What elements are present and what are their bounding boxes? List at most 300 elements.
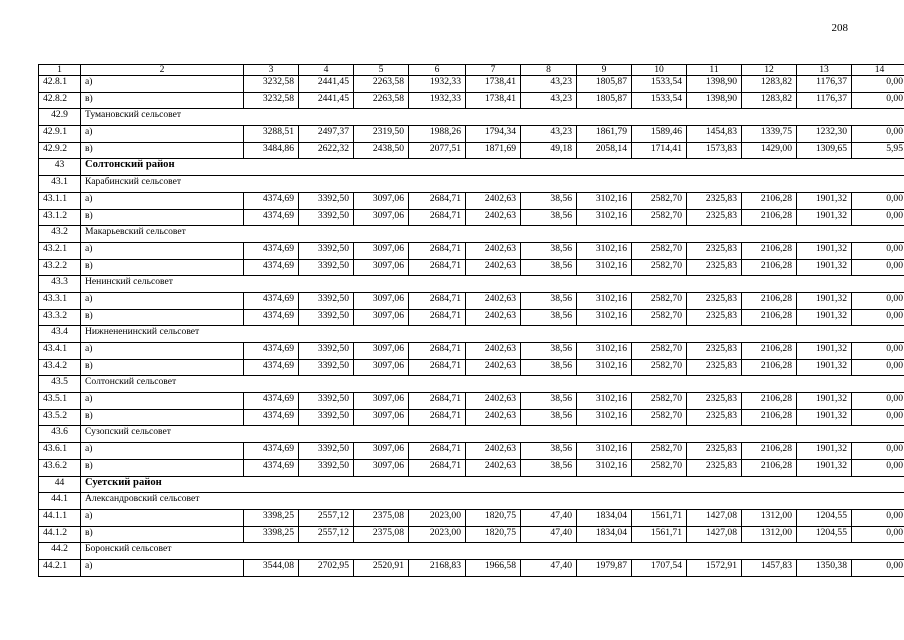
value-cell: 0,00 xyxy=(852,559,904,576)
council-title: Макарьевский сельсовет xyxy=(81,226,904,243)
column-number: 9 xyxy=(577,65,632,76)
row-code: 43.5.1 xyxy=(39,393,81,410)
value-cell: 2325,83 xyxy=(687,409,742,426)
district-header-row xyxy=(39,476,904,493)
value-cell: 3484,86 xyxy=(244,142,299,159)
value-cell: 1283,82 xyxy=(742,92,797,109)
council-header-row xyxy=(39,426,904,443)
value-cell: 1312,00 xyxy=(742,526,797,543)
value-cell: 2684,71 xyxy=(409,209,466,226)
column-number: 6 xyxy=(409,65,466,76)
council-title: Карабинский сельсовет xyxy=(81,176,904,193)
value-cell: 38,56 xyxy=(521,309,577,326)
row-code: 43.6 xyxy=(39,426,81,443)
value-cell: 1204,55 xyxy=(797,509,852,526)
value-cell: 3398,25 xyxy=(244,526,299,543)
value-cell: 2582,70 xyxy=(632,192,687,209)
district-header-row xyxy=(39,159,904,176)
row-label: а) xyxy=(81,393,244,410)
value-cell: 38,56 xyxy=(521,209,577,226)
value-cell: 2441,45 xyxy=(299,92,354,109)
value-cell: 3232,58 xyxy=(244,76,299,93)
value-cell: 1176,37 xyxy=(797,92,852,109)
value-cell: 2325,83 xyxy=(687,459,742,476)
row-label: в) xyxy=(81,142,244,159)
value-cell: 0,00 xyxy=(852,192,904,209)
value-cell: 4374,69 xyxy=(244,443,299,460)
value-cell: 0,00 xyxy=(852,259,904,276)
council-title: Александровский сельсовет xyxy=(81,493,904,510)
value-cell: 1572,91 xyxy=(687,559,742,576)
value-cell: 2106,28 xyxy=(742,209,797,226)
value-cell: 2684,71 xyxy=(409,309,466,326)
row-code: 43.4.1 xyxy=(39,343,81,360)
row-code: 43.1.1 xyxy=(39,192,81,209)
value-cell: 47,40 xyxy=(521,526,577,543)
value-cell: 2319,50 xyxy=(354,126,409,143)
value-cell: 1738,41 xyxy=(466,76,521,93)
value-cell: 2058,14 xyxy=(577,142,632,159)
value-cell: 1901,32 xyxy=(797,443,852,460)
value-cell: 1901,32 xyxy=(797,393,852,410)
value-cell: 2702,95 xyxy=(299,559,354,576)
data-table xyxy=(38,64,904,577)
row-code: 42.9 xyxy=(39,109,81,126)
value-cell: 1398,90 xyxy=(687,76,742,93)
value-cell: 0,00 xyxy=(852,92,904,109)
value-cell: 47,40 xyxy=(521,559,577,576)
value-cell: 2438,50 xyxy=(354,142,409,159)
value-cell: 4374,69 xyxy=(244,242,299,259)
table-row xyxy=(39,142,904,159)
value-cell: 0,00 xyxy=(852,242,904,259)
value-cell: 1707,54 xyxy=(632,559,687,576)
council-title: Тумановский сельсовет xyxy=(81,109,904,126)
column-number: 4 xyxy=(299,65,354,76)
value-cell: 1861,79 xyxy=(577,126,632,143)
value-cell: 0,00 xyxy=(852,359,904,376)
value-cell: 4374,69 xyxy=(244,359,299,376)
value-cell: 0,00 xyxy=(852,126,904,143)
row-code: 43.3.2 xyxy=(39,309,81,326)
row-code: 43.6.2 xyxy=(39,459,81,476)
value-cell: 2557,12 xyxy=(299,509,354,526)
value-cell: 2402,63 xyxy=(466,359,521,376)
table-row xyxy=(39,409,904,426)
value-cell: 3392,50 xyxy=(299,343,354,360)
value-cell: 2582,70 xyxy=(632,393,687,410)
value-cell: 3392,50 xyxy=(299,192,354,209)
row-label: в) xyxy=(81,459,244,476)
value-cell: 1176,37 xyxy=(797,76,852,93)
row-code: 43.2.2 xyxy=(39,259,81,276)
value-cell: 3097,06 xyxy=(354,259,409,276)
value-cell: 4374,69 xyxy=(244,292,299,309)
value-cell: 1805,87 xyxy=(577,76,632,93)
value-cell: 2582,70 xyxy=(632,242,687,259)
value-cell: 1309,65 xyxy=(797,142,852,159)
value-cell: 1871,69 xyxy=(466,142,521,159)
row-code: 42.8.2 xyxy=(39,92,81,109)
column-number: 7 xyxy=(466,65,521,76)
value-cell: 43,23 xyxy=(521,92,577,109)
value-cell: 3288,51 xyxy=(244,126,299,143)
value-cell: 2106,28 xyxy=(742,343,797,360)
column-number: 8 xyxy=(521,65,577,76)
value-cell: 4374,69 xyxy=(244,209,299,226)
council-header-row xyxy=(39,493,904,510)
value-cell: 3102,16 xyxy=(577,443,632,460)
value-cell: 38,56 xyxy=(521,409,577,426)
value-cell: 2402,63 xyxy=(466,309,521,326)
value-cell: 3392,50 xyxy=(299,309,354,326)
value-cell: 3097,06 xyxy=(354,309,409,326)
value-cell: 2684,71 xyxy=(409,359,466,376)
table-row xyxy=(39,559,904,576)
value-cell: 1901,32 xyxy=(797,292,852,309)
value-cell: 2325,83 xyxy=(687,242,742,259)
table-row xyxy=(39,192,904,209)
value-cell: 2497,37 xyxy=(299,126,354,143)
value-cell: 3232,58 xyxy=(244,92,299,109)
value-cell: 3102,16 xyxy=(577,359,632,376)
column-number: 1 xyxy=(39,65,81,76)
value-cell: 5,95 xyxy=(852,142,904,159)
value-cell: 2402,63 xyxy=(466,393,521,410)
value-cell: 2023,00 xyxy=(409,509,466,526)
page-number: 208 xyxy=(831,22,848,34)
council-title: Боронский сельсовет xyxy=(81,543,904,560)
value-cell: 3102,16 xyxy=(577,209,632,226)
value-cell: 2582,70 xyxy=(632,292,687,309)
row-label: а) xyxy=(81,343,244,360)
value-cell: 3544,08 xyxy=(244,559,299,576)
value-cell: 2622,32 xyxy=(299,142,354,159)
value-cell: 1901,32 xyxy=(797,409,852,426)
value-cell: 2263,58 xyxy=(354,92,409,109)
value-cell: 1589,46 xyxy=(632,126,687,143)
value-cell: 1988,26 xyxy=(409,126,466,143)
column-number: 13 xyxy=(797,65,852,76)
value-cell: 3097,06 xyxy=(354,292,409,309)
value-cell: 49,18 xyxy=(521,142,577,159)
value-cell: 1738,41 xyxy=(466,92,521,109)
table-row xyxy=(39,359,904,376)
value-cell: 1457,83 xyxy=(742,559,797,576)
table-row xyxy=(39,76,904,93)
value-cell: 38,56 xyxy=(521,292,577,309)
value-cell: 1350,38 xyxy=(797,559,852,576)
value-cell: 1427,08 xyxy=(687,509,742,526)
value-cell: 38,56 xyxy=(521,259,577,276)
value-cell: 2263,58 xyxy=(354,76,409,93)
value-cell: 2582,70 xyxy=(632,259,687,276)
table-row xyxy=(39,209,904,226)
value-cell: 1901,32 xyxy=(797,359,852,376)
row-code: 43.3.1 xyxy=(39,292,81,309)
value-cell: 2106,28 xyxy=(742,459,797,476)
row-code: 44.2.1 xyxy=(39,559,81,576)
row-code: 44.1.2 xyxy=(39,526,81,543)
value-cell: 3097,06 xyxy=(354,443,409,460)
row-label: а) xyxy=(81,509,244,526)
value-cell: 3097,06 xyxy=(354,192,409,209)
row-code: 42.9.2 xyxy=(39,142,81,159)
column-number: 12 xyxy=(742,65,797,76)
value-cell: 4374,69 xyxy=(244,309,299,326)
value-cell: 3102,16 xyxy=(577,393,632,410)
value-cell: 3102,16 xyxy=(577,309,632,326)
value-cell: 1901,32 xyxy=(797,343,852,360)
row-code: 43.3 xyxy=(39,276,81,293)
table-row xyxy=(39,126,904,143)
row-code: 43.4 xyxy=(39,326,81,343)
value-cell: 0,00 xyxy=(852,443,904,460)
district-title: Солтонский район xyxy=(81,159,904,176)
value-cell: 2106,28 xyxy=(742,292,797,309)
row-label: а) xyxy=(81,443,244,460)
value-cell: 1561,71 xyxy=(632,526,687,543)
value-cell: 1232,30 xyxy=(797,126,852,143)
value-cell: 1398,90 xyxy=(687,92,742,109)
value-cell: 2684,71 xyxy=(409,292,466,309)
value-cell: 2106,28 xyxy=(742,393,797,410)
row-code: 43.4.2 xyxy=(39,359,81,376)
council-header-row xyxy=(39,543,904,560)
value-cell: 2325,83 xyxy=(687,259,742,276)
value-cell: 1966,58 xyxy=(466,559,521,576)
value-cell: 4374,69 xyxy=(244,343,299,360)
value-cell: 0,00 xyxy=(852,509,904,526)
table-body xyxy=(39,65,904,577)
value-cell: 38,56 xyxy=(521,393,577,410)
table-row xyxy=(39,509,904,526)
council-header-row xyxy=(39,326,904,343)
value-cell: 2684,71 xyxy=(409,192,466,209)
value-cell: 2684,71 xyxy=(409,343,466,360)
value-cell: 2325,83 xyxy=(687,343,742,360)
value-cell: 2684,71 xyxy=(409,459,466,476)
column-number: 10 xyxy=(632,65,687,76)
value-cell: 2684,71 xyxy=(409,259,466,276)
value-cell: 3398,25 xyxy=(244,509,299,526)
value-cell: 2402,63 xyxy=(466,209,521,226)
row-code: 43.1 xyxy=(39,176,81,193)
council-title: Солтонский сельсовет xyxy=(81,376,904,393)
value-cell: 2402,63 xyxy=(466,443,521,460)
column-number-row xyxy=(39,65,904,76)
row-code: 43.6.1 xyxy=(39,443,81,460)
value-cell: 3102,16 xyxy=(577,459,632,476)
value-cell: 2106,28 xyxy=(742,409,797,426)
value-cell: 1901,32 xyxy=(797,209,852,226)
value-cell: 3097,06 xyxy=(354,459,409,476)
value-cell: 3392,50 xyxy=(299,409,354,426)
value-cell: 1901,32 xyxy=(797,309,852,326)
table-row xyxy=(39,92,904,109)
column-number: 2 xyxy=(81,65,244,76)
value-cell: 1932,33 xyxy=(409,92,466,109)
row-label: а) xyxy=(81,242,244,259)
value-cell: 2402,63 xyxy=(466,259,521,276)
value-cell: 2582,70 xyxy=(632,309,687,326)
value-cell: 0,00 xyxy=(852,292,904,309)
row-label: а) xyxy=(81,76,244,93)
value-cell: 1834,04 xyxy=(577,526,632,543)
value-cell: 3102,16 xyxy=(577,343,632,360)
row-code: 43.2 xyxy=(39,226,81,243)
value-cell: 3392,50 xyxy=(299,443,354,460)
table-row xyxy=(39,393,904,410)
value-cell: 3392,50 xyxy=(299,292,354,309)
value-cell: 38,56 xyxy=(521,443,577,460)
table-row xyxy=(39,259,904,276)
council-title: Нижнененинский сельсовет xyxy=(81,326,904,343)
value-cell: 0,00 xyxy=(852,459,904,476)
council-header-row xyxy=(39,109,904,126)
value-cell: 3392,50 xyxy=(299,259,354,276)
value-cell: 1794,34 xyxy=(466,126,521,143)
row-label: в) xyxy=(81,309,244,326)
value-cell: 1901,32 xyxy=(797,192,852,209)
row-label: в) xyxy=(81,409,244,426)
value-cell: 2441,45 xyxy=(299,76,354,93)
council-header-row xyxy=(39,176,904,193)
value-cell: 1805,87 xyxy=(577,92,632,109)
value-cell: 1427,08 xyxy=(687,526,742,543)
row-code: 44.1.1 xyxy=(39,509,81,526)
value-cell: 47,40 xyxy=(521,509,577,526)
value-cell: 43,23 xyxy=(521,126,577,143)
table-row xyxy=(39,459,904,476)
value-cell: 1204,55 xyxy=(797,526,852,543)
value-cell: 2684,71 xyxy=(409,443,466,460)
value-cell: 0,00 xyxy=(852,309,904,326)
value-cell: 1533,54 xyxy=(632,92,687,109)
value-cell: 2684,71 xyxy=(409,393,466,410)
value-cell: 2325,83 xyxy=(687,443,742,460)
council-header-row xyxy=(39,376,904,393)
council-title: Сузопский сельсовет xyxy=(81,426,904,443)
value-cell: 2375,08 xyxy=(354,526,409,543)
value-cell: 1932,33 xyxy=(409,76,466,93)
column-number: 5 xyxy=(354,65,409,76)
value-cell: 2023,00 xyxy=(409,526,466,543)
value-cell: 3102,16 xyxy=(577,242,632,259)
value-cell: 1901,32 xyxy=(797,259,852,276)
value-cell: 3392,50 xyxy=(299,393,354,410)
value-cell: 2325,83 xyxy=(687,359,742,376)
value-cell: 2106,28 xyxy=(742,359,797,376)
value-cell: 38,56 xyxy=(521,343,577,360)
value-cell: 38,56 xyxy=(521,192,577,209)
value-cell: 1901,32 xyxy=(797,242,852,259)
value-cell: 2684,71 xyxy=(409,242,466,259)
council-title: Ненинский сельсовет xyxy=(81,276,904,293)
row-code: 43 xyxy=(39,159,81,176)
column-number: 14 xyxy=(852,65,904,76)
value-cell: 2520,91 xyxy=(354,559,409,576)
value-cell: 1820,75 xyxy=(466,526,521,543)
value-cell: 0,00 xyxy=(852,76,904,93)
value-cell: 2106,28 xyxy=(742,309,797,326)
row-label: в) xyxy=(81,259,244,276)
value-cell: 4374,69 xyxy=(244,409,299,426)
value-cell: 1714,41 xyxy=(632,142,687,159)
value-cell: 1979,87 xyxy=(577,559,632,576)
row-code: 44.2 xyxy=(39,543,81,560)
column-number: 11 xyxy=(687,65,742,76)
value-cell: 3097,06 xyxy=(354,343,409,360)
value-cell: 2402,63 xyxy=(466,192,521,209)
value-cell: 3102,16 xyxy=(577,192,632,209)
value-cell: 4374,69 xyxy=(244,259,299,276)
table-row xyxy=(39,309,904,326)
value-cell: 2582,70 xyxy=(632,409,687,426)
value-cell: 1834,04 xyxy=(577,509,632,526)
value-cell: 2106,28 xyxy=(742,443,797,460)
value-cell: 2325,83 xyxy=(687,309,742,326)
row-label: в) xyxy=(81,526,244,543)
value-cell: 38,56 xyxy=(521,459,577,476)
value-cell: 3097,06 xyxy=(354,393,409,410)
value-cell: 1561,71 xyxy=(632,509,687,526)
value-cell: 1573,83 xyxy=(687,142,742,159)
row-code: 43.5.2 xyxy=(39,409,81,426)
table-row xyxy=(39,343,904,360)
value-cell: 2325,83 xyxy=(687,209,742,226)
value-cell: 3102,16 xyxy=(577,259,632,276)
value-cell: 43,23 xyxy=(521,76,577,93)
value-cell: 2106,28 xyxy=(742,192,797,209)
row-code: 43.5 xyxy=(39,376,81,393)
value-cell: 3097,06 xyxy=(354,242,409,259)
value-cell: 2106,28 xyxy=(742,242,797,259)
value-cell: 0,00 xyxy=(852,393,904,410)
value-cell: 2582,70 xyxy=(632,359,687,376)
value-cell: 3097,06 xyxy=(354,209,409,226)
table-row xyxy=(39,292,904,309)
row-label: в) xyxy=(81,359,244,376)
value-cell: 4374,69 xyxy=(244,459,299,476)
row-code: 44 xyxy=(39,476,81,493)
value-cell: 38,56 xyxy=(521,242,577,259)
value-cell: 3392,50 xyxy=(299,459,354,476)
table-row xyxy=(39,443,904,460)
value-cell: 3097,06 xyxy=(354,409,409,426)
value-cell: 2582,70 xyxy=(632,343,687,360)
value-cell: 3392,50 xyxy=(299,209,354,226)
row-code: 43.1.2 xyxy=(39,209,81,226)
value-cell: 3102,16 xyxy=(577,409,632,426)
value-cell: 4374,69 xyxy=(244,192,299,209)
row-label: а) xyxy=(81,192,244,209)
value-cell: 1820,75 xyxy=(466,509,521,526)
value-cell: 2325,83 xyxy=(687,292,742,309)
row-code: 42.8.1 xyxy=(39,76,81,93)
value-cell: 2402,63 xyxy=(466,242,521,259)
value-cell: 1901,32 xyxy=(797,459,852,476)
row-label: в) xyxy=(81,92,244,109)
value-cell: 0,00 xyxy=(852,526,904,543)
row-label: а) xyxy=(81,559,244,576)
value-cell: 2557,12 xyxy=(299,526,354,543)
column-number: 3 xyxy=(244,65,299,76)
value-cell: 2402,63 xyxy=(466,459,521,476)
council-header-row xyxy=(39,226,904,243)
row-label: а) xyxy=(81,126,244,143)
value-cell: 1312,00 xyxy=(742,509,797,526)
